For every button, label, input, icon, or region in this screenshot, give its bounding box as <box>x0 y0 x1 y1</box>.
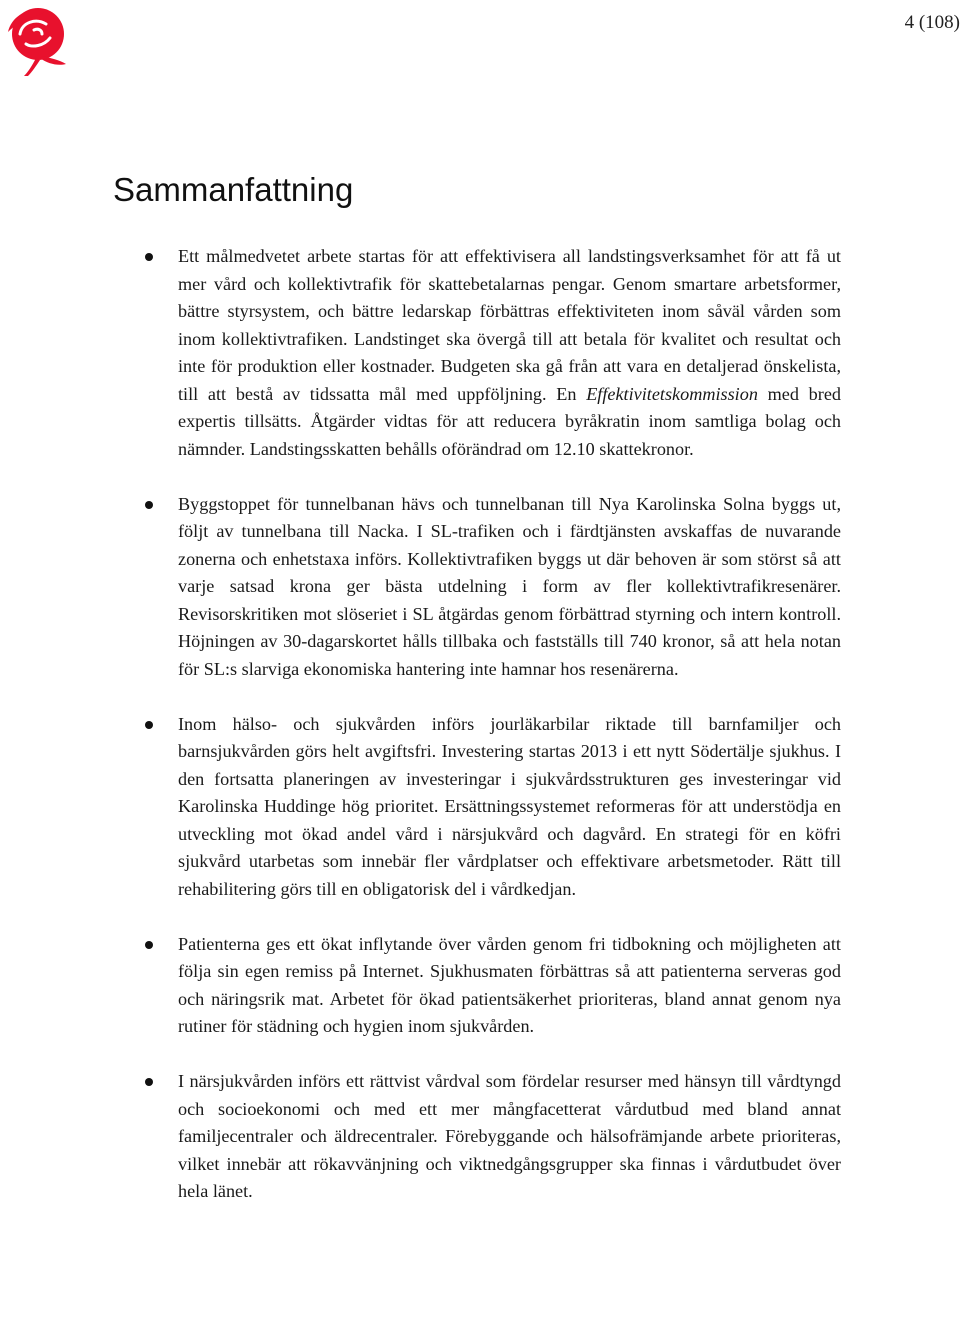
bullet-icon <box>145 501 153 509</box>
paragraph-text: Byggstoppet för tunnelbanan hävs och tunnelbanan till Nya Karolinska Solna byggs ut, följt av tunnelbana till Nacka. I SL-trafiken och i färdtjänsten avskaffas de nuvarande zonerna och enhetstaxa införs. Kollektivtrafiken byggs ut där behoven är som störst så att varje satsad krona ger bästa utdelning i form av fler kollektivtrafikresenärer. Revisorskritiken mot slöseriet i SL åtgärdas genom förbättrad styrning och intern kontroll. Höjningen av 30-dagarskortet hålls tillbaka och fastställs till 740 kronor, så att hela notan för SL:s slarviga ekonomiska hantering inte hamnar hos resenärerna. <box>178 493 841 679</box>
page-number: 4 (108) <box>904 12 960 33</box>
bullet-icon <box>145 941 153 949</box>
paragraph-text: Ett målmedvetet arbete startas för att effektivisera all landstingsverksamhet för att få ut mer vård och kollektivtrafik för skattebetalarnas pengar. Genom smartare arbetsformer, bättre styrsystem, och bättre ledarskap förbättras effektiviteten inom såväl vården som inom kollektivtrafiken. Landstinget ska övergå till att betala för kvalitet och resultat och inte för produktion eller kostnader. Budgeten ska gå från att vara en detaljerad önskelista, till att bestå av tidssatta mål med uppföljning. En <box>178 246 841 404</box>
paragraph-text-continued: med bred expertis tillsätts. Åtgärder vidtas för att reducera byråkratin inom samtliga bolag och nämnder. Landstingsskatten behålls oförändrad om 12.10 skattekronor. <box>178 383 841 459</box>
bullet-icon <box>145 253 153 261</box>
paragraph-text: I närsjukvården införs ett rättvist vårdval som fördelar resurser med hänsyn till vårdtyngd och socioekonomi och med ett mer mångfacetterat vårdutbud med bland annat familjecentraler och äldrecentraler. Förebyggande och hälsofrämjande arbete prioriteras, vilket innebär att rökavvänjning och viktnedgångsgrupper ska finnas i vårdutbudet över hela länet. <box>178 1071 841 1201</box>
list-item <box>178 711 841 904</box>
list-item <box>178 1068 841 1206</box>
list-item <box>178 931 841 1041</box>
paragraph-text: Inom hälso- och sjukvården införs jourläkarbilar riktade till barnfamiljer och barnsjukvården görs helt avgiftsfri. Investering startas 2013 i ett nytt Södertälje sjukhus. I den fortsatta planeringen av investeringar i sjukvårdsstrukturen ges investeringar vid Karolinska Huddinge hög prioritet. Ersättningssystemet reformeras för att understödja en utveckling mot ökad andel vård i närsjukvård och dagvård. En strategi för en köfri sjukvård utarbetas som innebär fler vårdplatser och effektivare arbetsmetoder. Rätt till rehabilitering görs till en obligatorisk del i vårdkedjan. <box>178 713 841 899</box>
list-item <box>178 243 841 463</box>
bullet-icon <box>145 721 153 729</box>
rose-logo-icon <box>2 4 74 78</box>
bullet-icon <box>145 1078 153 1086</box>
commission-name: Effektivitetskommission <box>586 383 758 404</box>
paragraph-text: Patienterna ges ett ökat inflytande över vården genom fri tidbokning och möjligheten att följa sin egen remiss på Internet. Sjukhusmaten förbättras så att patienterna serveras god och näringsrik mat. Arbetet för ökad patientsäkerhet prioriteras, bland annat genom nya rutiner för städning och hygien inom sjukvården. <box>178 933 841 1036</box>
summary-list <box>178 243 841 1233</box>
page-title: Sammanfattning <box>113 171 354 208</box>
list-item <box>178 491 841 684</box>
